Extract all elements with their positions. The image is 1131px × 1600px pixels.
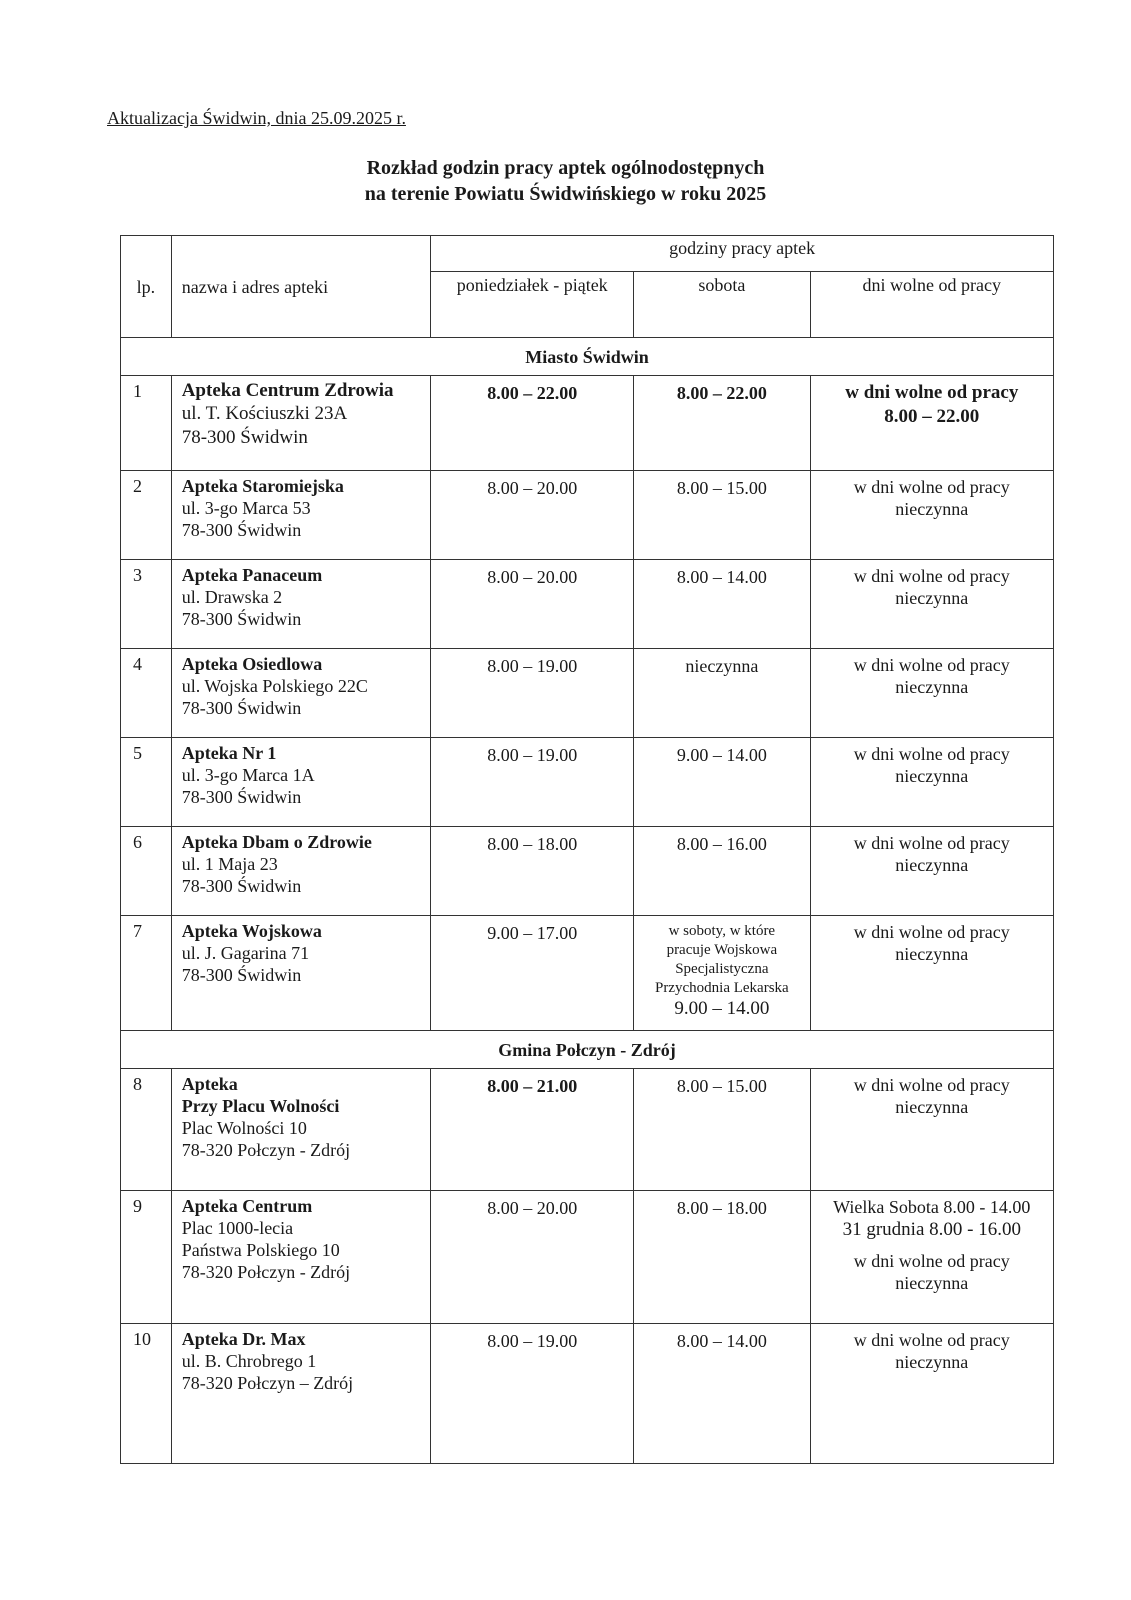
- pharmacy-city: 78-300 Świdwin: [181, 520, 302, 540]
- weekday-hours: 8.00 – 21.00: [431, 1069, 634, 1191]
- pharmacy-name-address: [171, 649, 431, 738]
- holiday-label: w dni wolne od pracy: [853, 922, 1010, 942]
- header-hours-group: godziny pracy aptek: [431, 236, 1054, 272]
- section-title: Miasto Świdwin: [121, 338, 1054, 376]
- pharmacy-street-2: Państwa Polskiego 10: [181, 1240, 340, 1260]
- holiday-hours: [810, 376, 1053, 471]
- holiday-label: w dni wolne od pracy: [853, 477, 1010, 497]
- pharmacy-street: ul. B. Chrobrego 1: [181, 1351, 317, 1371]
- saturday-note-line: Specjalistyczna: [675, 961, 769, 977]
- holiday-label: w dni wolne od pracy: [853, 1075, 1010, 1095]
- table-row: [121, 1069, 1054, 1191]
- pharmacy-name-line-2: Przy Placu Wolności: [181, 1096, 340, 1116]
- pharmacy-name: Apteka Centrum Zdrowia: [181, 380, 394, 401]
- pharmacy-name: Apteka Nr 1: [181, 743, 277, 763]
- holiday-hours: [810, 916, 1053, 1031]
- pharmacy-name: Apteka Staromiejska: [181, 476, 344, 496]
- table-row: [121, 738, 1054, 827]
- holiday-hours: [810, 560, 1053, 649]
- row-number: 4: [121, 649, 172, 738]
- pharmacy-city: 78-300 Świdwin: [181, 787, 302, 807]
- weekday-hours: 8.00 – 20.00: [431, 471, 634, 560]
- weekday-hours: 8.00 – 20.00: [431, 560, 634, 649]
- pharmacy-city: 78-320 Połczyn - Zdrój: [181, 1140, 351, 1160]
- holiday-label: w dni wolne od pracy: [853, 833, 1010, 853]
- row-number: 10: [121, 1324, 172, 1464]
- row-number: 3: [121, 560, 172, 649]
- row-number: 7: [121, 916, 172, 1031]
- pharmacy-city: 78-320 Połczyn – Zdrój: [181, 1373, 354, 1393]
- row-number: 5: [121, 738, 172, 827]
- pharmacy-schedule-table: [120, 235, 1054, 1464]
- weekday-hours: 8.00 – 20.00: [431, 1191, 634, 1324]
- pharmacy-city: 78-300 Świdwin: [181, 965, 302, 985]
- pharmacy-name-address: [171, 376, 431, 471]
- pharmacy-street: ul. T. Kościuszki 23A: [181, 403, 348, 424]
- pharmacy-street: ul. 3-go Marca 1A: [181, 765, 315, 785]
- pharmacy-name-address: [171, 471, 431, 560]
- pharmacy-city: 78-320 Połczyn - Zdrój: [181, 1262, 351, 1282]
- pharmacy-street: ul. Drawska 2: [181, 587, 283, 607]
- holiday-hours: [810, 471, 1053, 560]
- weekday-hours: 8.00 – 19.00: [431, 1324, 634, 1464]
- holiday-value: 8.00 – 22.00: [884, 406, 980, 427]
- pharmacy-name: Apteka Wojskowa: [181, 921, 322, 941]
- section-row: [121, 338, 1054, 376]
- pharmacy-city: 78-300 Świdwin: [181, 876, 302, 896]
- pharmacy-name: Apteka Dr. Max: [181, 1329, 306, 1349]
- saturday-note-line: Przychodnia Lekarska: [655, 980, 789, 996]
- weekday-hours: 8.00 – 22.00: [431, 376, 634, 471]
- pharmacy-name-address: [171, 916, 431, 1031]
- table-row: [121, 471, 1054, 560]
- holiday-extra-line: 31 grudnia 8.00 - 16.00: [842, 1219, 1021, 1240]
- row-number: 9: [121, 1191, 172, 1324]
- holiday-value: nieczynna: [895, 1097, 969, 1117]
- holiday-value: nieczynna: [895, 499, 969, 519]
- holiday-value: nieczynna: [895, 677, 969, 697]
- row-number: 2: [121, 471, 172, 560]
- saturday-hours: 9.00 – 14.00: [634, 738, 810, 827]
- saturday-hours: 8.00 – 16.00: [634, 827, 810, 916]
- update-date-line: Aktualizacja Świdwin, dnia 25.09.2025 r.: [107, 108, 406, 128]
- holiday-hours: [810, 1069, 1053, 1191]
- pharmacy-name-address: [171, 560, 431, 649]
- weekday-hours: 8.00 – 18.00: [431, 827, 634, 916]
- weekday-hours: 9.00 – 17.00: [431, 916, 634, 1031]
- saturday-hours: 8.00 – 14.00: [634, 560, 810, 649]
- pharmacy-street: Plac 1000-lecia: [181, 1218, 294, 1238]
- saturday-note-time: 9.00 – 14.00: [674, 998, 770, 1019]
- pharmacy-city: 78-300 Świdwin: [181, 427, 308, 448]
- table-row: [121, 376, 1054, 471]
- saturday-hours: [634, 916, 810, 1031]
- pharmacy-name-address: [171, 1069, 431, 1191]
- header-row-top: [121, 236, 1054, 272]
- holiday-hours: [810, 1324, 1053, 1464]
- pharmacy-name-address: [171, 738, 431, 827]
- pharmacy-city: 78-300 Świdwin: [181, 698, 302, 718]
- pharmacy-street: Plac Wolności 10: [181, 1118, 307, 1138]
- pharmacy-name: Apteka Panaceum: [181, 565, 323, 585]
- weekday-hours: 8.00 – 19.00: [431, 649, 634, 738]
- pharmacy-name: Apteka Dbam o Zdrowie: [181, 832, 372, 852]
- pharmacy-name-address: [171, 827, 431, 916]
- header-saturday: sobota: [634, 272, 810, 338]
- section-row: [121, 1031, 1054, 1069]
- holiday-hours: [810, 827, 1053, 916]
- pharmacy-name: Apteka: [181, 1074, 238, 1094]
- saturday-hours: 8.00 – 15.00: [634, 1069, 810, 1191]
- holiday-hours: [810, 738, 1053, 827]
- holiday-value: nieczynna: [895, 1273, 969, 1293]
- pharmacy-street: ul. Wojska Polskiego 22C: [181, 676, 368, 696]
- pharmacy-name: Apteka Centrum: [181, 1196, 313, 1216]
- holiday-value: nieczynna: [895, 855, 969, 875]
- row-number: 1: [121, 376, 172, 471]
- header-holidays: dni wolne od pracy: [810, 272, 1053, 338]
- header-lp: lp.: [121, 236, 172, 338]
- pharmacy-street: ul. 1 Maja 23: [181, 854, 278, 874]
- saturday-note-line: pracuje Wojskowa: [666, 942, 778, 958]
- table-row: [121, 649, 1054, 738]
- holiday-extra-line: Wielka Sobota 8.00 - 14.00: [833, 1197, 1031, 1217]
- saturday-hours: 8.00 – 22.00: [634, 376, 810, 471]
- table-row: [121, 560, 1054, 649]
- saturday-hours: 8.00 – 14.00: [634, 1324, 810, 1464]
- table-row: [121, 827, 1054, 916]
- header-weekdays: poniedziałek - piątek: [431, 272, 634, 338]
- holiday-hours: [810, 649, 1053, 738]
- table-row: [121, 1191, 1054, 1324]
- header-name: nazwa i adres apteki: [171, 236, 431, 338]
- holiday-label: w dni wolne od pracy: [845, 382, 1019, 403]
- holiday-value: nieczynna: [895, 944, 969, 964]
- pharmacy-name: Apteka Osiedlowa: [181, 654, 323, 674]
- holiday-label: w dni wolne od pracy: [853, 1251, 1010, 1271]
- holiday-value: nieczynna: [895, 766, 969, 786]
- holiday-hours: [810, 1191, 1053, 1324]
- table-row: [121, 1324, 1054, 1464]
- saturday-hours: 8.00 – 15.00: [634, 471, 810, 560]
- saturday-hours: 8.00 – 18.00: [634, 1191, 810, 1324]
- pharmacy-street: ul. J. Gagarina 71: [181, 943, 310, 963]
- row-number: 6: [121, 827, 172, 916]
- holiday-value: nieczynna: [895, 588, 969, 608]
- row-number: 8: [121, 1069, 172, 1191]
- holiday-label: w dni wolne od pracy: [853, 566, 1010, 586]
- document-title-line-1: Rozkład godzin pracy aptek ogólnodostępnych: [366, 157, 765, 179]
- holiday-value: nieczynna: [895, 1352, 969, 1372]
- holiday-label: w dni wolne od pracy: [853, 744, 1010, 764]
- holiday-label: w dni wolne od pracy: [853, 1330, 1010, 1350]
- pharmacy-street: ul. 3-go Marca 53: [181, 498, 311, 518]
- pharmacy-name-address: [171, 1324, 431, 1464]
- saturday-note-line: w soboty, w które: [668, 923, 776, 939]
- weekday-hours: 8.00 – 19.00: [431, 738, 634, 827]
- table-row: [121, 916, 1054, 1031]
- saturday-hours: nieczynna: [634, 649, 810, 738]
- pharmacy-name-address: [171, 1191, 431, 1324]
- pharmacy-city: 78-300 Świdwin: [181, 609, 302, 629]
- document-title-line-2: na terenie Powiatu Świdwińskiego w roku 2025: [364, 183, 767, 205]
- section-title: Gmina Połczyn - Zdrój: [121, 1031, 1054, 1069]
- holiday-label: w dni wolne od pracy: [853, 655, 1010, 675]
